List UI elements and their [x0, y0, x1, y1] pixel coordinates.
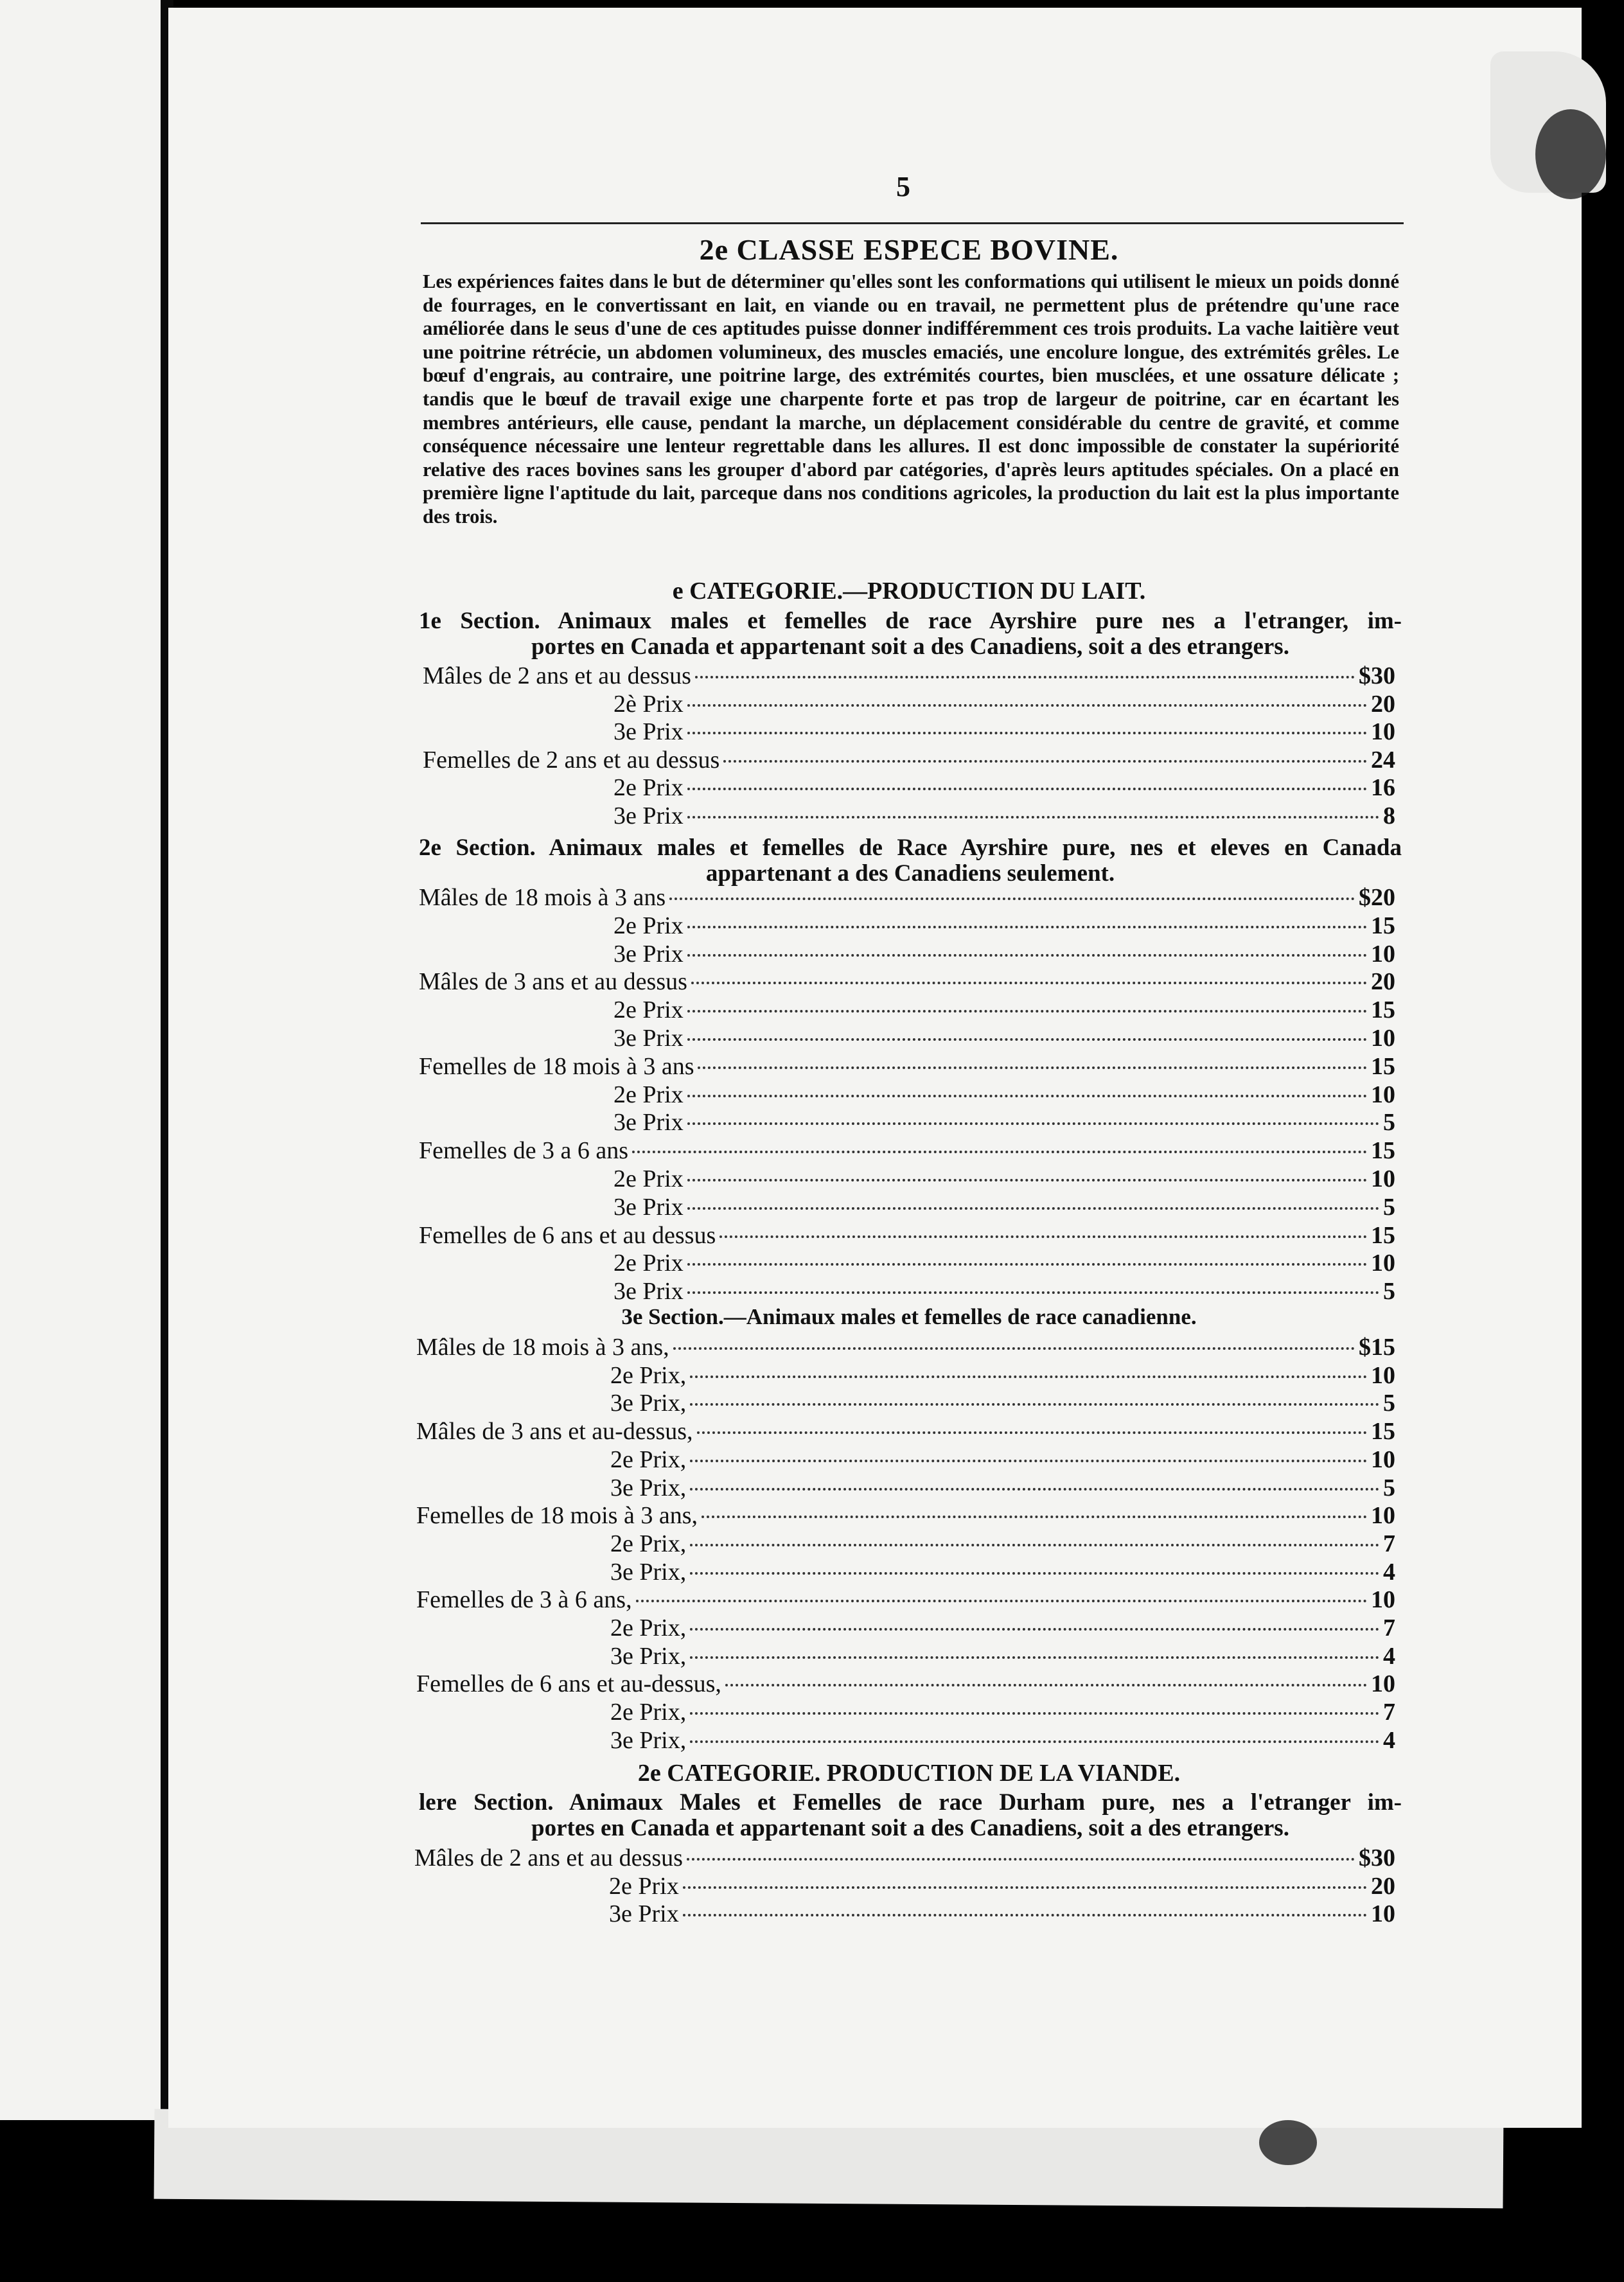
prize-row	[613, 940, 1395, 967]
prize-rank-label: 3e Prix,	[610, 1642, 687, 1670]
prize-amount: 10	[1371, 1670, 1395, 1698]
section-3-heading: 3e Section.—Animaux males et femelles de race canadienne.	[621, 1304, 1197, 1329]
prize-row	[613, 1081, 1395, 1108]
prize-amount: 10	[1371, 1025, 1395, 1052]
leader-dots	[690, 1544, 1379, 1546]
prize-amount: 10	[1371, 1446, 1395, 1473]
leader-dots	[723, 760, 1367, 763]
prize-row	[416, 1670, 1395, 1697]
animal-class-label: Femelles de 18 mois à 3 ans,	[416, 1502, 698, 1530]
prize-row	[610, 1530, 1395, 1557]
prize-amount: 7	[1383, 1614, 1395, 1641]
leader-dots	[690, 1712, 1379, 1715]
prize-rank-label: 3e Prix	[613, 1193, 684, 1221]
prize-row	[610, 1558, 1395, 1585]
prize-row	[610, 1614, 1395, 1641]
animal-class-label: Femelles de 3 à 6 ans,	[416, 1586, 632, 1614]
prize-rank-label: 3e Prix,	[610, 1390, 687, 1417]
leader-dots	[673, 1347, 1355, 1350]
prize-row	[419, 1052, 1395, 1079]
prize-rank-label: 2e Prix	[613, 996, 684, 1024]
ink-stain	[1535, 109, 1606, 199]
leader-dots	[687, 704, 1367, 707]
prize-amount: 10	[1371, 1586, 1395, 1614]
ink-stain	[1259, 2120, 1317, 2165]
prize-row	[613, 690, 1395, 717]
leader-dots	[687, 1858, 1355, 1861]
prize-row	[613, 718, 1395, 745]
prize-amount: 5	[1383, 1193, 1395, 1221]
category-2-heading: 2e CATEGORIE. PRODUCTION DE LA VIANDE.	[637, 1760, 1181, 1787]
animal-class-label: Mâles de 3 ans et au dessus	[419, 968, 687, 996]
section-2-line-2: appartenant a des Canadiens seulement.	[705, 860, 1115, 887]
leader-dots	[687, 1095, 1367, 1097]
section-1-heading	[419, 608, 1402, 660]
leader-dots	[683, 1886, 1367, 1889]
prize-amount: 15	[1371, 912, 1395, 939]
leader-dots	[687, 1179, 1367, 1181]
prize-row	[423, 746, 1395, 773]
prize-amount: 10	[1371, 718, 1395, 746]
leader-dots	[691, 982, 1367, 984]
prize-amount: 16	[1371, 774, 1395, 802]
class-title: 2e CLASSE ESPECE BOVINE.	[699, 233, 1119, 266]
section-4-line-1: lere Section. Animaux Males et Femelles de race Durham pure, nes a l'etranger im-	[419, 1789, 1402, 1816]
prize-row	[419, 1221, 1395, 1248]
animal-class-label: Femelles de 6 ans et au-dessus,	[416, 1670, 721, 1698]
prize-rank-label: 2e Prix	[613, 912, 684, 939]
prize-row	[610, 1726, 1395, 1753]
prize-amount: 10	[1371, 1081, 1395, 1108]
prize-amount: 20	[1371, 690, 1395, 718]
leader-dots	[695, 676, 1355, 678]
leader-dots	[690, 1460, 1367, 1462]
leader-dots	[690, 1403, 1379, 1406]
prize-row	[609, 1900, 1395, 1927]
prize-row	[414, 1844, 1395, 1871]
prize-amount: 24	[1371, 746, 1395, 774]
animal-class-label: Mâles de 2 ans et au dessus	[423, 662, 691, 689]
section-4-heading	[419, 1790, 1402, 1841]
prize-rank-label: 2e Prix,	[610, 1530, 687, 1557]
prize-amount: 10	[1371, 1250, 1395, 1277]
prize-amount: 10	[1371, 1361, 1395, 1389]
prize-rank-label: 2e Prix	[609, 1872, 679, 1900]
leader-dots	[687, 1038, 1367, 1041]
section-2-heading	[419, 835, 1402, 887]
prize-amount: 10	[1371, 1502, 1395, 1530]
prize-rank-label: 2e Prix	[613, 1081, 684, 1108]
prize-row	[610, 1698, 1395, 1725]
prize-rank-label: 3e Prix,	[610, 1474, 687, 1501]
prize-row	[610, 1446, 1395, 1473]
prize-amount: $15	[1359, 1334, 1395, 1361]
prize-row	[613, 1249, 1395, 1276]
prize-rank-label: 2e Prix,	[610, 1446, 687, 1473]
prize-row	[613, 802, 1395, 829]
prize-rank-label: 2e Prix	[613, 1165, 684, 1192]
animal-class-label: Mâles de 18 mois à 3 ans	[419, 884, 666, 911]
leader-dots	[702, 1516, 1367, 1518]
animal-class-label: Femelles de 3 a 6 ans	[419, 1137, 629, 1165]
prize-row	[416, 1417, 1395, 1444]
leader-dots	[687, 732, 1367, 734]
page-number: 5	[896, 171, 910, 202]
prize-rank-label: 2e Prix	[613, 1250, 684, 1277]
prize-amount: 5	[1383, 1474, 1395, 1501]
leader-dots	[690, 1572, 1379, 1575]
prize-row	[416, 1586, 1395, 1613]
leader-dots	[690, 1656, 1379, 1659]
prize-amount: 5	[1383, 1390, 1395, 1417]
prize-rank-label: 3e Prix	[613, 1025, 684, 1052]
leader-dots	[697, 1431, 1367, 1434]
leader-dots	[687, 1263, 1367, 1266]
prize-row	[610, 1474, 1395, 1501]
leader-dots	[687, 788, 1367, 790]
prize-amount: 20	[1371, 1872, 1395, 1900]
prize-amount: $30	[1359, 662, 1395, 689]
leader-dots	[725, 1684, 1367, 1686]
prize-row	[613, 1024, 1395, 1051]
animal-class-label: Femelles de 18 mois à 3 ans	[419, 1052, 694, 1080]
prize-row	[613, 1108, 1395, 1135]
prize-rank-label: 3e Prix,	[610, 1558, 687, 1586]
prize-row	[613, 996, 1395, 1023]
prize-amount: 5	[1383, 1278, 1395, 1305]
animal-class-label: Femelles de 6 ans et au dessus	[419, 1221, 716, 1249]
prize-amount: $20	[1359, 884, 1395, 911]
prize-rank-label: 2e Prix,	[610, 1361, 687, 1389]
prize-amount: 4	[1383, 1726, 1395, 1754]
animal-class-label: Femelles de 2 ans et au dessus	[423, 746, 720, 774]
prize-amount: 4	[1383, 1558, 1395, 1586]
leader-dots	[632, 1151, 1367, 1153]
prize-rank-label: 3e Prix	[609, 1900, 679, 1928]
prize-row	[610, 1642, 1395, 1669]
intro-paragraph: Les expériences faites dans le but de déterminer qu'elles sont les conformations qui utilisent le mieux un poids donné de fourrages, en le convertissant en lait, en viande ou en travail, ne permettent plus de prétendre qu'une race améliorée dans le seus d'une de ces aptitudes puisse donner indifféremment ces trois produits. La vache laitière veut une poitrine rétrécie, un abdomen volumineux, des muscles emaciés, une encolure longue, des extrémités grêles. Le bœuf d'engrais, au contraire, une poitrine large, des extrémités courtes, bien musclées, et une ossature délicate ; tandis que le bœuf de travail exige une charpente forte et pas trop de largeur de poitrine, car en écartant les membres antérieurs, elle cause, pendant la marche, un déplacement considérable du centre de gravité, et comme conséquence nécessaire une lenteur regrettable dans les allures. Il est donc impossible de constater la supériorité relative des races bovines sans les grouper d'abord par catégories, d'après leurs aptitudes spéciales. On a placé en première ligne l'aptitude du lait, parceque dans nos conditions agricoles, la production du lait est la plus importante des trois.	[423, 270, 1399, 527]
prize-row	[613, 1277, 1395, 1304]
leader-dots	[690, 1375, 1367, 1378]
prize-row	[419, 883, 1395, 910]
prize-row	[613, 1193, 1395, 1220]
prize-rank-label: 3e Prix	[613, 1109, 684, 1137]
prize-row	[416, 1333, 1395, 1360]
prize-amount: 15	[1371, 1052, 1395, 1080]
prize-row	[613, 1165, 1395, 1192]
prize-row	[613, 774, 1395, 800]
section-2-line-1: 2e Section. Animaux males et femelles de Race Ayrshire pure, nes et eleves en Canada	[419, 835, 1402, 861]
prize-amount: 15	[1371, 1418, 1395, 1446]
prize-amount: 7	[1383, 1699, 1395, 1726]
prize-rank-label: 3e Prix	[613, 940, 684, 968]
prize-rank-label: 3e Prix	[613, 1278, 684, 1305]
section-1-line-2: portes en Canada et appartenant soit a des Canadiens, soit a des etrangers.	[531, 633, 1289, 660]
section-4-line-2: portes en Canada et appartenant soit a des Canadiens, soit a des etrangers.	[531, 1815, 1289, 1841]
section-1-line-1: 1e Section. Animaux males et femelles de race Ayrshire pure nes a l'etranger, im-	[419, 608, 1402, 634]
left-page-edge	[0, 0, 163, 2120]
leader-dots	[687, 816, 1379, 818]
leader-dots	[690, 1740, 1379, 1743]
animal-class-label: Mâles de 2 ans et au dessus	[414, 1844, 683, 1871]
prize-rank-label: 3e Prix	[613, 802, 684, 829]
leader-dots	[636, 1600, 1367, 1602]
leader-dots	[683, 1914, 1367, 1916]
leader-dots	[687, 954, 1367, 957]
prize-row	[419, 968, 1395, 995]
prize-rank-label: 2e Prix	[613, 774, 684, 802]
leader-dots	[690, 1628, 1379, 1631]
prize-rank-label: 2e Prix,	[610, 1614, 687, 1641]
prize-rank-label: 2è Prix	[613, 690, 684, 718]
prize-amount: 7	[1383, 1530, 1395, 1557]
prize-amount: 10	[1371, 1900, 1395, 1928]
prize-amount: 10	[1371, 1165, 1395, 1192]
prize-amount: $30	[1359, 1844, 1395, 1871]
leader-dots	[669, 898, 1355, 900]
prize-amount: 8	[1383, 802, 1395, 829]
leader-dots	[687, 1207, 1379, 1210]
prize-amount: 15	[1371, 1137, 1395, 1165]
prize-amount: 15	[1371, 996, 1395, 1024]
leader-dots	[687, 1122, 1379, 1125]
animal-class-label: Mâles de 18 mois à 3 ans,	[416, 1334, 669, 1361]
prize-amount: 15	[1371, 1221, 1395, 1249]
prize-row	[419, 1137, 1395, 1163]
prize-amount: 10	[1371, 940, 1395, 968]
prize-row	[423, 662, 1395, 689]
prize-row	[609, 1872, 1395, 1899]
leader-dots	[719, 1235, 1367, 1238]
prize-row	[610, 1389, 1395, 1416]
leader-dots	[687, 1010, 1367, 1013]
prize-rank-label: 3e Prix,	[610, 1726, 687, 1754]
prize-amount: 4	[1383, 1642, 1395, 1670]
leader-dots	[687, 926, 1367, 928]
prize-rank-label: 3e Prix	[613, 718, 684, 746]
category-1-heading: e CATEGORIE.—PRODUCTION DU LAIT.	[672, 578, 1146, 605]
header-rule	[421, 222, 1404, 224]
leader-dots	[698, 1066, 1367, 1069]
animal-class-label: Mâles de 3 ans et au-dessus,	[416, 1418, 693, 1446]
prize-amount: 20	[1371, 968, 1395, 996]
prize-amount: 5	[1383, 1109, 1395, 1137]
prize-row	[613, 912, 1395, 939]
leader-dots	[687, 1291, 1379, 1294]
prize-row	[610, 1361, 1395, 1388]
prize-rank-label: 2e Prix,	[610, 1699, 687, 1726]
leader-dots	[690, 1488, 1379, 1490]
prize-row	[416, 1501, 1395, 1528]
